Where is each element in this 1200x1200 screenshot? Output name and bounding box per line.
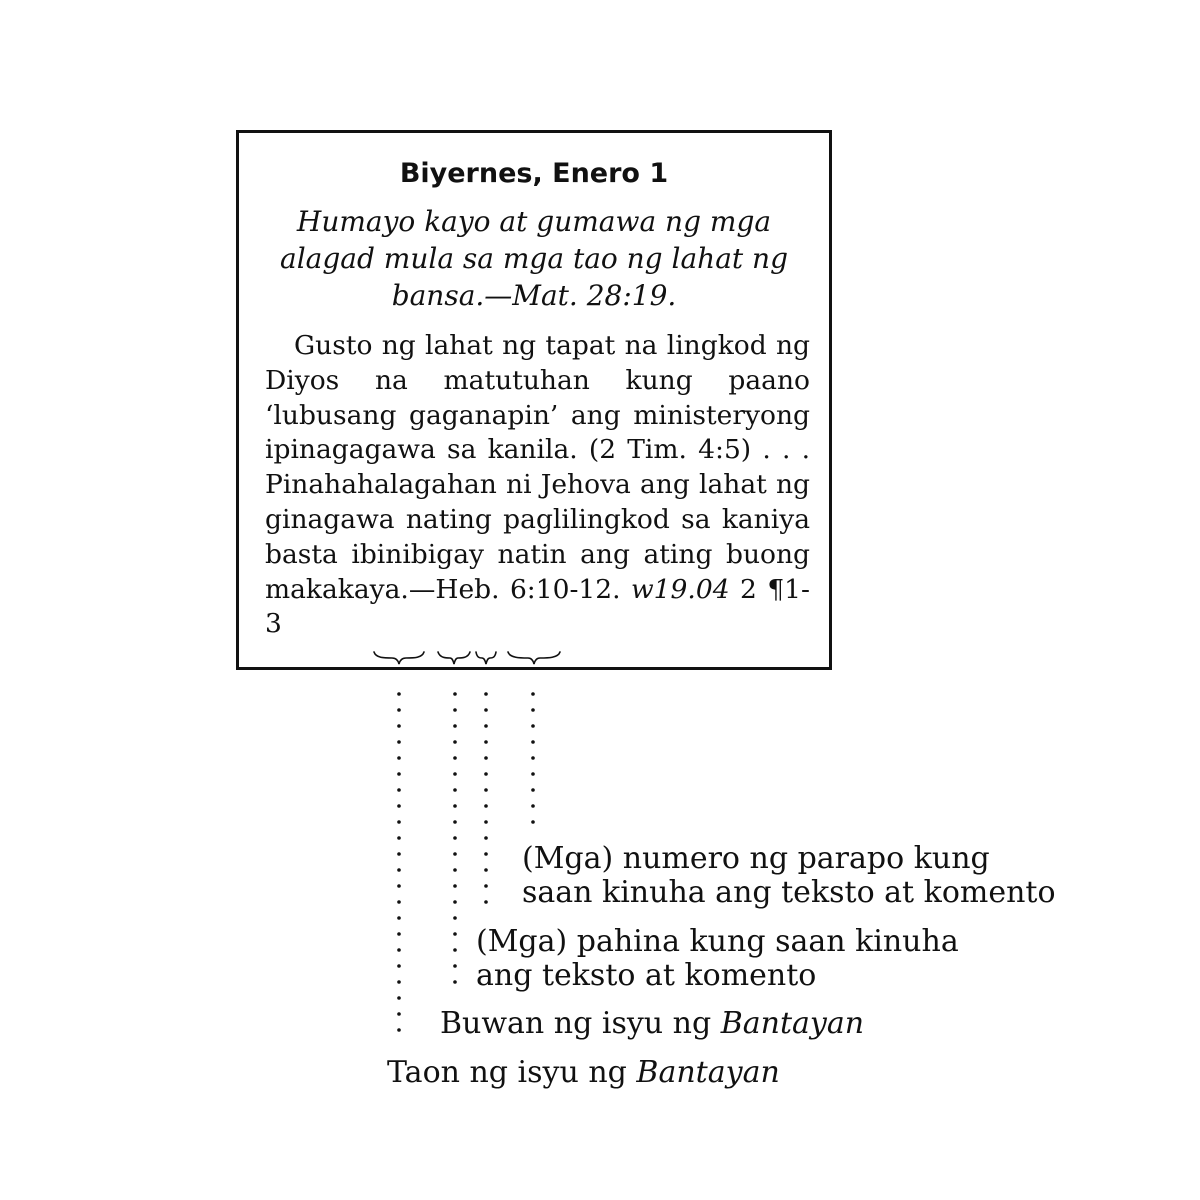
- card-theme-verse: Humayo kayo at gumawa ng mga alagad mula sa mga tao ng lahat ng bansa.—Mat. 28:19.: [280, 205, 788, 312]
- ref-month: .04: [687, 573, 730, 605]
- paragraph-label-line-2: saan kinuha ang teksto at komento: [522, 875, 1056, 910]
- card-comment-body: [265, 329, 810, 642]
- card-date-heading: Biyernes, Enero 1: [399, 158, 669, 189]
- issue-year-label: [387, 1056, 780, 1090]
- year-label-text: Taon ng isyu ng: [387, 1055, 627, 1090]
- page-label-line-2: ang teksto at komento: [476, 958, 817, 993]
- ref-year: w19: [631, 573, 688, 605]
- paragraph-label-line-1: (Mga) numero ng parapo kung: [522, 841, 990, 876]
- card-comment-text: Gusto ng lahat ng tapat na lingkod ng Diyos na matutuhan kung paano ‘lubusang gaganapin’ ang ministeryong ipinagagawa sa kanila. (2 Tim. 4:5) . . . Pinahahalagahan ni Jehova ang lahat ng ginagawa nating paglilingkod sa kaniya basta ibinibigay natin ang ating buong makakaya.—Heb. 6:10-12.: [265, 330, 810, 605]
- issue-month-label: [440, 1007, 864, 1041]
- paragraph-number-label: [522, 842, 1056, 910]
- page-label-line-1: (Mga) pahina kung saan kinuha: [476, 924, 959, 959]
- page-number-label: [476, 925, 959, 993]
- ref-page: 2: [740, 573, 757, 605]
- month-label-text: Buwan ng isyu ng: [440, 1006, 712, 1041]
- daily-text-card: [236, 130, 832, 670]
- ref-paragraph: ¶1-3: [265, 573, 810, 640]
- year-label-title: Bantayan: [636, 1055, 780, 1090]
- month-label-title: Bantayan: [720, 1006, 865, 1041]
